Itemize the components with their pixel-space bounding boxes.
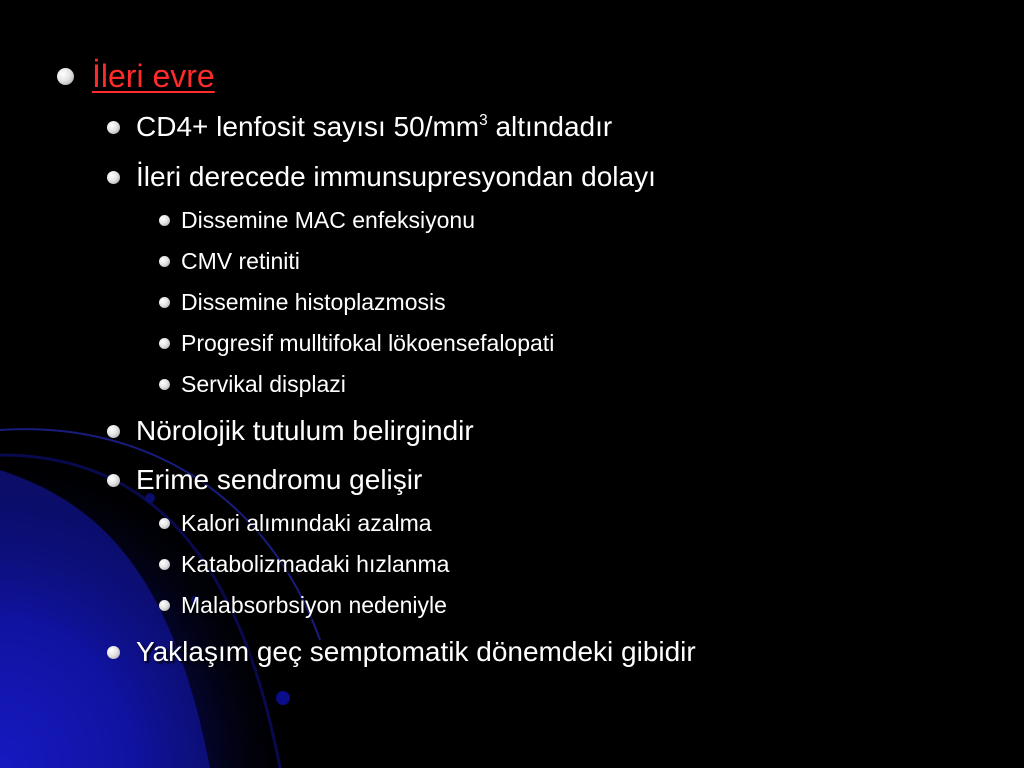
sub-list-item [159, 289, 446, 316]
slide-title-row [57, 58, 215, 95]
bullet-icon [159, 338, 170, 349]
sub-list-item [159, 330, 554, 357]
bullet-icon [159, 559, 170, 570]
list-item [107, 636, 696, 668]
list-item-text: Yaklaşım geç semptomatik dönemdeki gibidir [136, 636, 696, 667]
list-item-text: Servikal displazi [181, 371, 346, 397]
sub-list-item [159, 510, 432, 537]
slide-title[interactable]: İleri evre [92, 58, 215, 94]
sub-list-item [159, 551, 449, 578]
bullet-icon [159, 600, 170, 611]
sub-list-item [159, 207, 475, 234]
list-item-text: CD4+ lenfosit sayısı $50/mm^3$ altındadır [136, 111, 613, 142]
list-item-text: Nörolojik tutulum belirgindir [136, 415, 474, 446]
bullet-icon [159, 379, 170, 390]
list-item [107, 415, 474, 447]
sub-list-item [159, 592, 447, 619]
list-item-text: Kalori alımındaki azalma [181, 510, 432, 536]
list-item-text: Malabsorbsiyon nedeniyle [181, 592, 447, 618]
list-item-text: CMV retiniti [181, 248, 300, 274]
sub-list-item [159, 248, 300, 275]
list-item-text: Katabolizmadaki hızlanma [181, 551, 450, 577]
list-item [107, 464, 422, 496]
bullet-icon [107, 646, 120, 659]
bullet-icon [159, 297, 170, 308]
bullet-icon [107, 121, 120, 134]
bullet-icon [107, 474, 120, 487]
list-item-text: Progresif mulltifokal lökoensefalopati [181, 330, 555, 356]
bullet-icon [107, 425, 120, 438]
list-item [107, 111, 612, 143]
bullet-icon [159, 518, 170, 529]
superscript: 3 [479, 112, 488, 130]
list-item-text: İleri derecede immunsupresyondan dolayı [136, 161, 656, 192]
bullet-icon [107, 171, 120, 184]
sub-list-item [159, 371, 346, 398]
bullet-icon [159, 256, 170, 267]
list-item-text: Dissemine MAC enfeksiyonu [181, 207, 476, 233]
list-item [107, 161, 656, 193]
list-item-text: Dissemine histoplazmosis [181, 289, 446, 315]
bullet-icon [159, 215, 170, 226]
bullet-icon [57, 68, 74, 85]
list-item-text: Erime sendromu gelişir [136, 464, 423, 495]
